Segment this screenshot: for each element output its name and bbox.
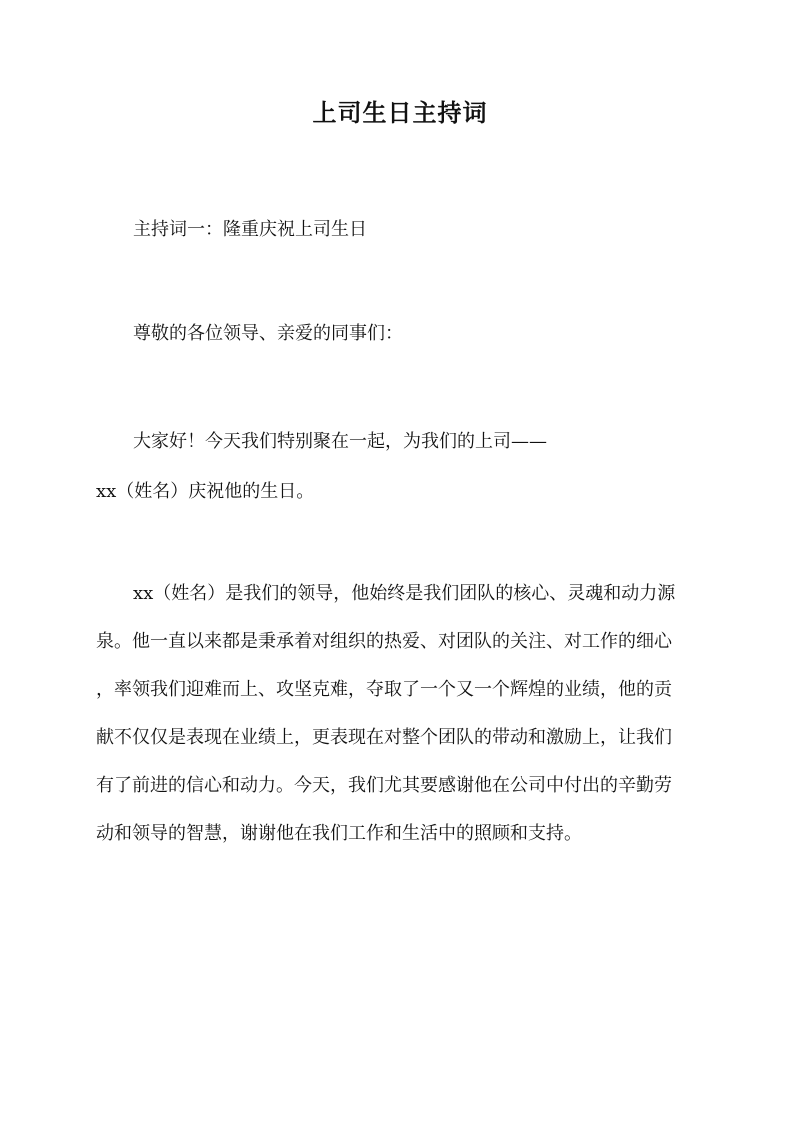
body-line: 泉。他一直以来都是秉承着对组织的热爱、对团队的关注、对工作的细心	[96, 631, 672, 652]
section-heading: 主持词一：隆重庆祝上司生日	[133, 219, 367, 240]
body-line: xx（姓名）是我们的领导，他始终是我们团队的核心、灵魂和动力源	[133, 583, 676, 604]
salutation: 尊敬的各位领导、亲爱的同事们：	[133, 323, 403, 344]
document-title: 上司生日主持词	[312, 98, 488, 127]
body-paragraph	[96, 582, 716, 870]
greeting-line-1: 大家好！今天我们特别聚在一起，为我们的上司——	[133, 431, 547, 452]
body-line: 动和领导的智慧，谢谢他在我们工作和生活中的照顾和支持。	[96, 823, 582, 844]
body-line: 献不仅仅是表现在业绩上，更表现在对整个团队的带动和激励上，让我们	[96, 727, 672, 748]
body-line: 有了前进的信心和动力。今天，我们尤其要感谢他在公司中付出的辛勤劳	[96, 775, 672, 796]
greeting-line-2: xx（姓名）庆祝他的生日。	[96, 481, 315, 502]
body-line: ，率领我们迎难而上、攻坚克难，夺取了一个又一个辉煌的业绩，他的贡	[96, 679, 672, 700]
